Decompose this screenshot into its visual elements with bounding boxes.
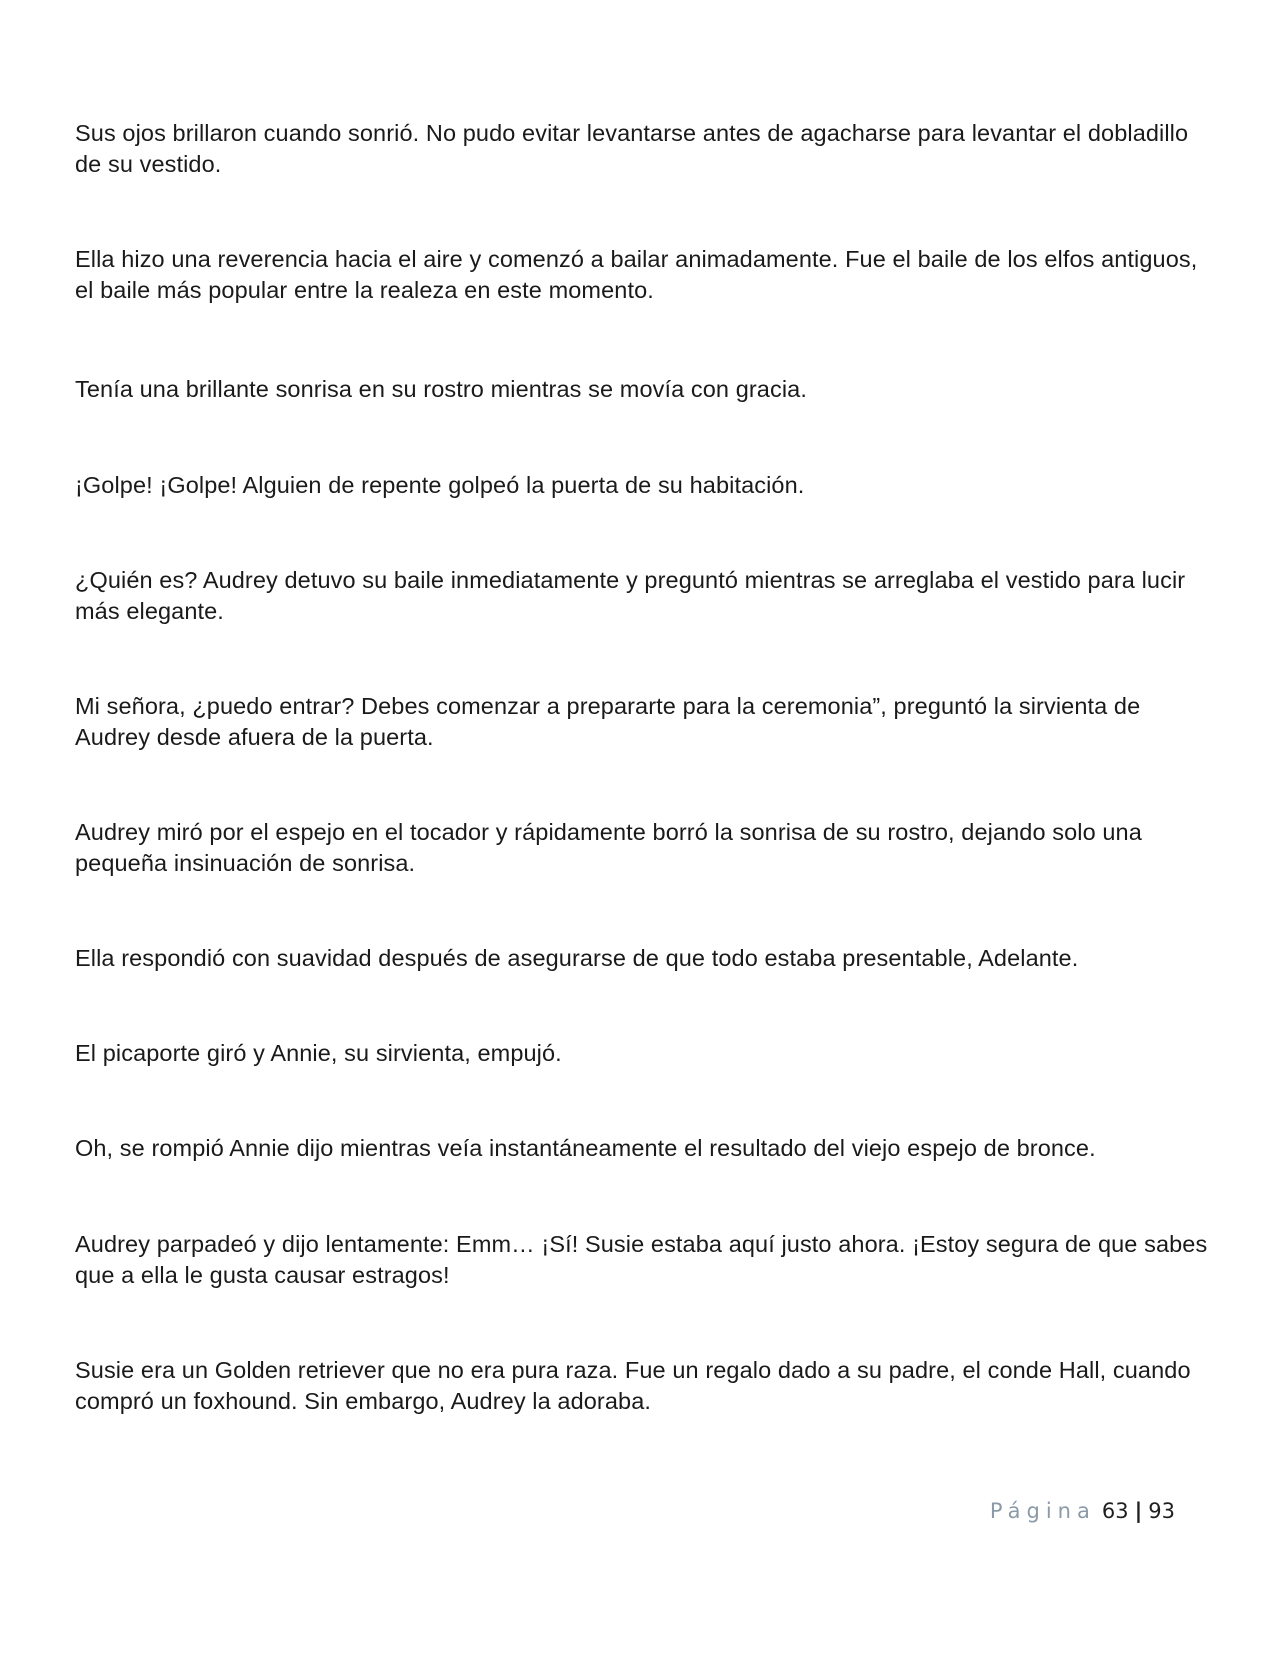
paragraph-1: Sus ojos brillaron cuando sonrió. No pudo evitar levantarse antes de agacharse para levantar el dobladillo de su vestido. [75,120,1189,177]
paragraph-6: Mi señora, ¿puedo entrar? Debes comenzar a prepararte para la ceremonia”, preguntó la sirvienta de Audrey desde afuera de la puerta. [75,693,1141,750]
paragraph-8: Ella respondió con suavidad después de asegurarse de que todo estaba presentable, Adelante. [75,945,1079,971]
paragraph-2: Ella hizo una reverencia hacia el aire y comenzó a bailar animadamente. Fue el baile de los elfos antiguos, el baile más popular entre la realeza en este momento. [75,246,1198,303]
paragraph-12: Susie era un Golden retriever que no era pura raza. Fue un regalo dado a su padre, el conde Hall, cuando compró un foxhound. Sin embargo, Audrey la adoraba. [75,1357,1191,1414]
paragraph-10: Oh, se rompió Annie dijo mientras veía instantáneamente el resultado del viejo espejo de bronce. [75,1135,1096,1161]
paragraph-11: Audrey parpadeó y dijo lentamente: Emm… ¡Sí! Susie estaba aquí justo ahora. ¡Estoy segura de que sabes que a ella le gusta causar estragos! [75,1231,1208,1288]
paragraph-5: ¿Quién es? Audrey detuvo su baile inmediatamente y preguntó mientras se arreglaba el vestido para lucir más elegante. [75,567,1186,624]
page-label: Página [989,1499,1096,1523]
page-footer [990,1497,1175,1525]
paragraph-3: Tenía una brillante sonrisa en su rostro mientras se movía con gracia. [75,376,807,402]
paragraph-9: El picaporte giró y Annie, su sirvienta, empujó. [75,1040,562,1066]
page-total: 93 [1148,1499,1175,1523]
paragraph-4: ¡Golpe! ¡Golpe! Alguien de repente golpeó la puerta de su habitación. [75,472,805,498]
paragraph-7: Audrey miró por el espejo en el tocador y rápidamente borró la sonrisa de su rostro, dejando solo una pequeña insinuación de sonrisa. [75,819,1142,876]
page-separator: | [1134,1499,1143,1523]
page-number: 63 [1101,1499,1129,1523]
